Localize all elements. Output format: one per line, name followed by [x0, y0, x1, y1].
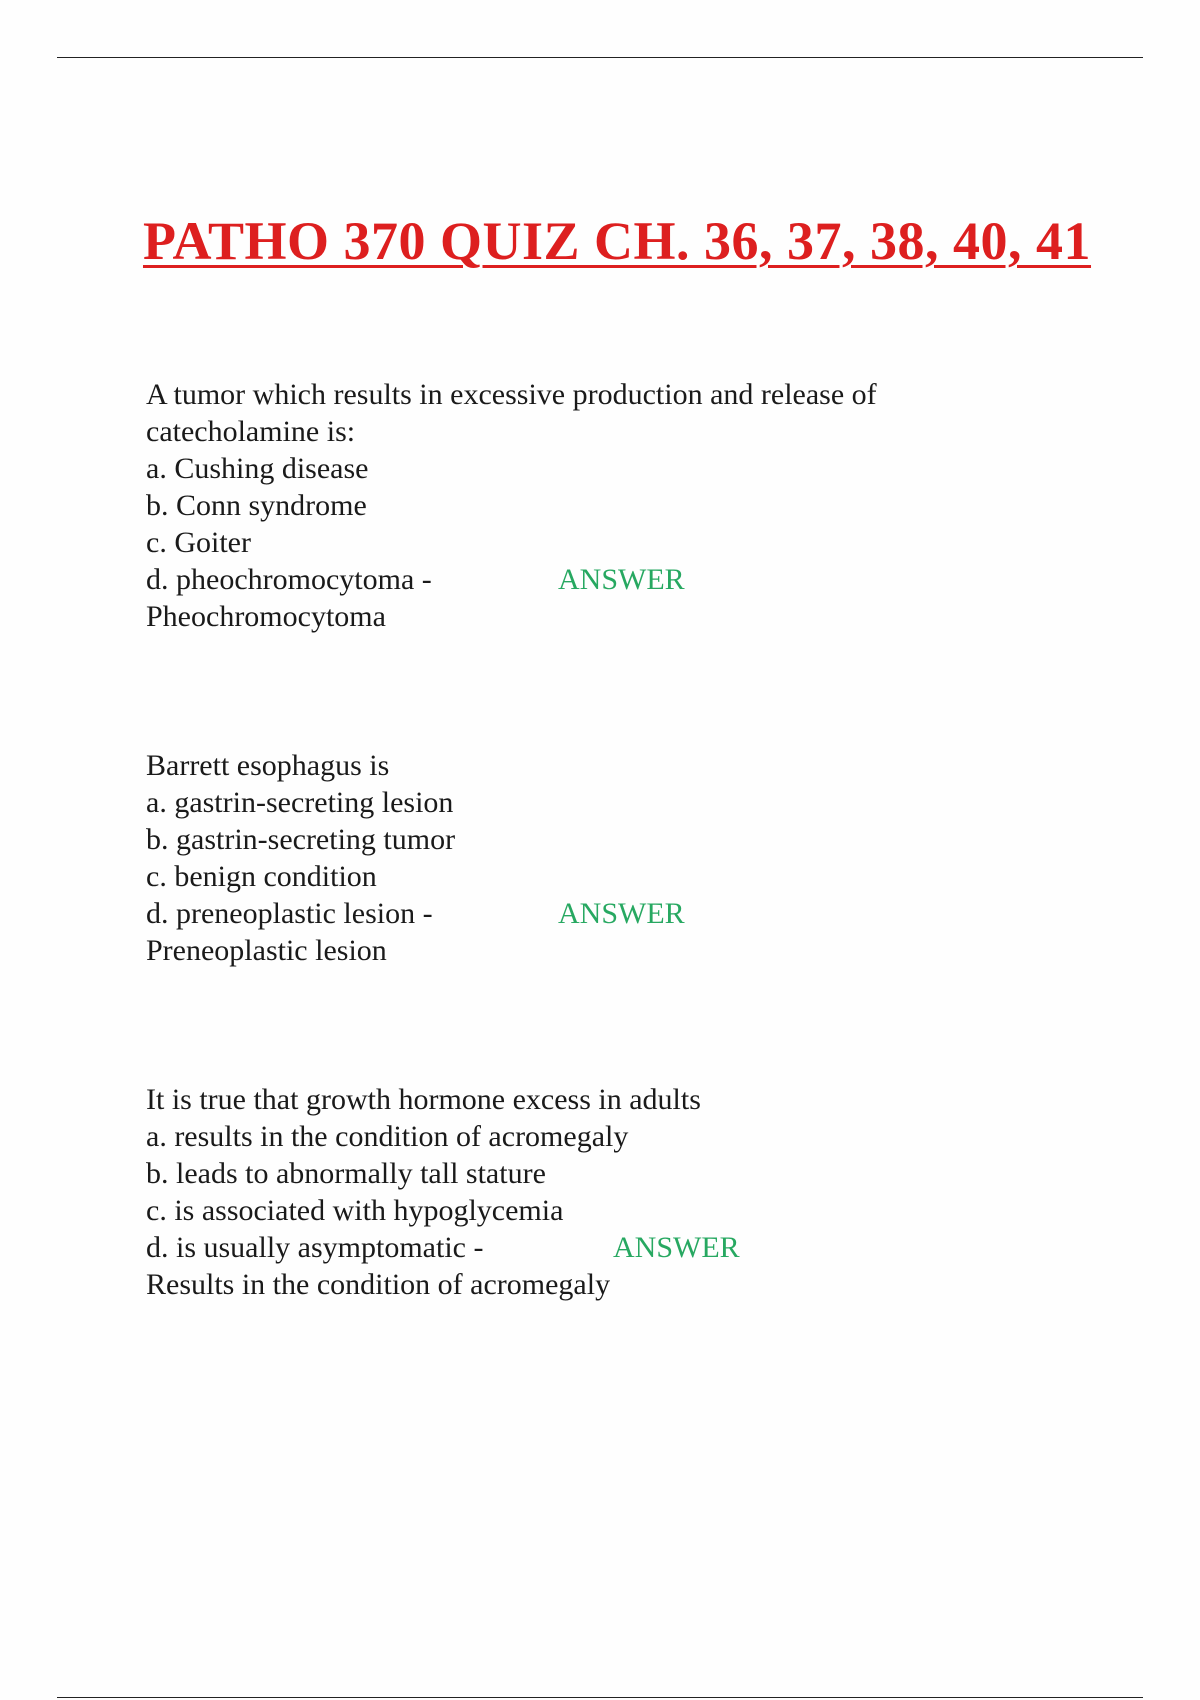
bottom-rule: [57, 1697, 1143, 1698]
top-rule: [57, 57, 1143, 58]
page-title: PATHO 370 QUIZ CH. 36, 37, 38, 40, 41: [142, 211, 1092, 271]
question-stem: A tumor which results in excessive production and release of: [146, 378, 877, 411]
question-stem: catecholamine is:: [146, 415, 356, 448]
option-c: c. benign condition: [146, 860, 377, 893]
option-b: b. Conn syndrome: [146, 489, 367, 522]
option-d-row: [146, 1229, 740, 1266]
answer-text: Preneoplastic lesion: [146, 934, 387, 967]
option-d: d. is usually asymptomatic -: [146, 1231, 484, 1264]
option-b: b. leads to abnormally tall stature: [146, 1157, 546, 1190]
option-b: b. gastrin-secreting tumor: [146, 823, 456, 856]
option-c: c. is associated with hypoglycemia: [146, 1194, 564, 1227]
answer-label: ANSWER: [558, 563, 685, 596]
option-a: a. Cushing disease: [146, 452, 369, 485]
question-1: [146, 376, 877, 635]
answer-text: Results in the condition of acromegaly: [146, 1268, 611, 1301]
option-c: c. Goiter: [146, 526, 251, 559]
question-stem: It is true that growth hormone excess in adults: [146, 1083, 701, 1116]
question-stem: Barrett esophagus is: [146, 749, 390, 782]
question-2: [146, 747, 685, 969]
answer-label: ANSWER: [613, 1231, 740, 1264]
option-a: a. results in the condition of acromegaly: [146, 1120, 629, 1153]
question-3: [146, 1081, 740, 1303]
option-d: d. pheochromocytoma -: [146, 563, 432, 596]
option-d: d. preneoplastic lesion -: [146, 897, 433, 930]
answer-label: ANSWER: [558, 897, 685, 930]
option-a: a. gastrin-secreting lesion: [146, 786, 454, 819]
option-d-row: [146, 895, 685, 932]
option-d-row: [146, 561, 877, 598]
answer-text: Pheochromocytoma: [146, 600, 386, 633]
